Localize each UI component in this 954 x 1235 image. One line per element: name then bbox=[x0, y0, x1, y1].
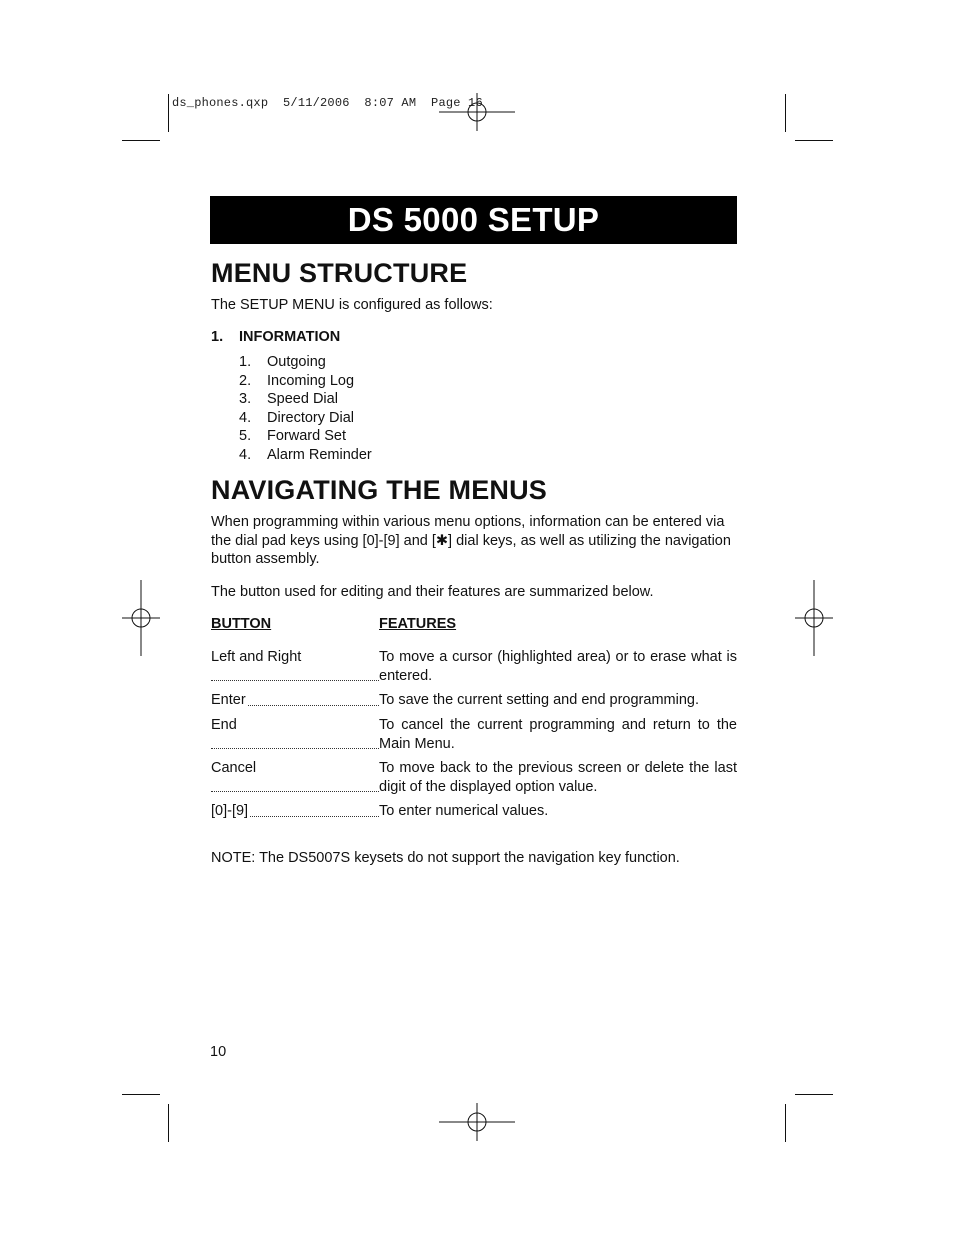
table-row bbox=[211, 759, 737, 796]
list-item-label: Speed Dial bbox=[267, 391, 338, 408]
list-item bbox=[239, 409, 372, 428]
registration-mark-icon bbox=[439, 1103, 515, 1141]
page-number: 10 bbox=[210, 1044, 227, 1060]
list-item bbox=[239, 372, 372, 391]
page-title: DS 5000 SETUP bbox=[347, 201, 600, 238]
button-name-cell bbox=[211, 759, 379, 796]
menu-structure-intro: The SETUP MENU is configured as follows: bbox=[211, 297, 493, 313]
crop-mark bbox=[795, 140, 833, 141]
list-item-number: 3. bbox=[239, 391, 252, 408]
list-item-number: 1. bbox=[239, 354, 252, 370]
section-title: INFORMATION bbox=[239, 329, 341, 345]
list-item-label: Outgoing bbox=[267, 354, 326, 370]
feature-description: To enter numerical values. bbox=[379, 803, 549, 819]
button-name-cell bbox=[211, 648, 379, 685]
button-name-cell bbox=[211, 716, 379, 753]
list-item-label: Incoming Log bbox=[267, 372, 355, 389]
button-name-cell bbox=[211, 802, 379, 821]
section-heading bbox=[211, 329, 340, 345]
navigating-heading: NAVIGATING THE MENUS bbox=[211, 475, 548, 505]
list-item bbox=[239, 446, 372, 465]
crop-mark bbox=[785, 1104, 786, 1142]
feature-description: To cancel the current programming and return to the Main Menu. bbox=[379, 717, 737, 752]
list-item-label: Alarm Reminder bbox=[267, 446, 372, 463]
menu-structure-heading: MENU STRUCTURE bbox=[211, 258, 468, 288]
crop-mark bbox=[795, 1094, 833, 1095]
list-item-number: 2. bbox=[239, 372, 252, 389]
list-item bbox=[239, 353, 372, 372]
button-name: Enter bbox=[211, 692, 246, 708]
crop-mark bbox=[168, 1104, 169, 1142]
navigating-paragraph: When programming within various menu options, information can be entered via the dial pad keys using [0]-[9] and [✱] dial keys, as well as utilizing the navigation button assembly. bbox=[211, 514, 731, 568]
navigating-summary: The button used for editing and their features are summarized below. bbox=[211, 584, 654, 600]
note-text: NOTE: The DS5007S keysets do not support the navigation key function. bbox=[211, 850, 680, 866]
feature-description: To move back to the previous screen or delete the last digit of the displayed option value. bbox=[379, 760, 737, 795]
section-number: 1. bbox=[211, 329, 224, 345]
list-item-number: 4. bbox=[239, 409, 252, 426]
registration-mark-icon bbox=[439, 93, 515, 131]
list-item bbox=[239, 390, 372, 409]
crop-mark bbox=[122, 140, 160, 141]
feature-description: To save the current setting and end programming. bbox=[379, 692, 699, 708]
list-item-label: Directory Dial bbox=[267, 409, 355, 426]
registration-mark-icon bbox=[122, 580, 160, 656]
column-header-button: BUTTON bbox=[211, 616, 272, 632]
table-row bbox=[211, 691, 737, 710]
list-item-number: 4. bbox=[239, 446, 252, 463]
print-slug-line: ds_phones.qxp 5/11/2006 8:07 AM Page 16 bbox=[172, 96, 483, 110]
list-item-number: 5. bbox=[239, 428, 252, 445]
column-header-features: FEATURES bbox=[379, 616, 457, 632]
crop-mark bbox=[785, 94, 786, 132]
table-row bbox=[211, 648, 737, 685]
crop-mark bbox=[168, 94, 169, 132]
button-name: Left and Right bbox=[211, 649, 302, 665]
crop-mark bbox=[122, 1094, 160, 1095]
registration-mark-icon bbox=[795, 580, 833, 656]
table-row bbox=[211, 802, 737, 821]
button-name: Cancel bbox=[211, 760, 257, 776]
feature-description: To move a cursor (highlighted area) or to erase what is entered. bbox=[379, 649, 737, 684]
title-banner bbox=[210, 196, 737, 244]
button-name: [0]-[9] bbox=[211, 803, 249, 819]
table-row bbox=[211, 716, 737, 753]
list-item bbox=[239, 427, 372, 446]
menu-list bbox=[239, 353, 372, 465]
button-name: End bbox=[211, 717, 237, 733]
list-item-label: Forward Set bbox=[267, 428, 346, 445]
button-name-cell bbox=[211, 691, 379, 710]
